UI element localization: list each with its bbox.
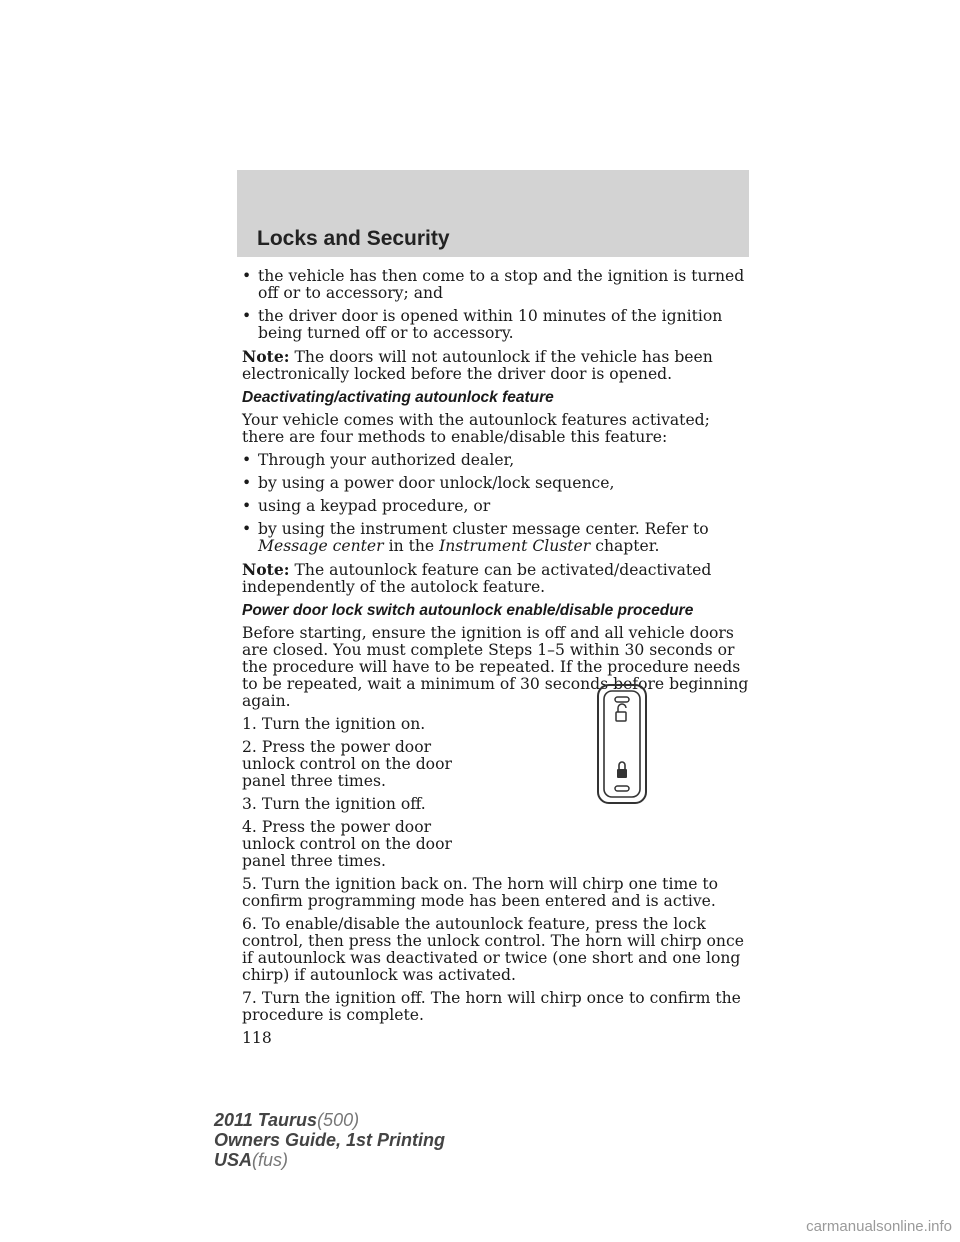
footer-line: Owners Guide, 1st Printing bbox=[214, 1130, 446, 1150]
door-lock-switch-illustration bbox=[596, 682, 648, 806]
section-title: Locks and Security bbox=[257, 227, 450, 250]
bullet-dot: • bbox=[242, 497, 252, 515]
note-label: Note: bbox=[242, 560, 290, 579]
procedure-step: 5. Turn the ignition back on. The horn will chirp one time to confirm programming mode has been entered and is active. bbox=[242, 875, 719, 910]
note-paragraph bbox=[242, 348, 752, 383]
procedure-step: 3. Turn the ignition off. bbox=[242, 795, 426, 813]
bullet-item: • the vehicle has then come to a stop and the ignition is turned off or to accessory; and bbox=[242, 267, 745, 302]
bullet-dot: • bbox=[242, 267, 252, 285]
section-header-band bbox=[237, 170, 749, 257]
document-footer bbox=[214, 1110, 445, 1170]
procedure-step: 1. Turn the ignition on. bbox=[242, 715, 426, 733]
intro-paragraph: Your vehicle comes with the autounlock features activated; there are four methods to enable/disable this feature: bbox=[242, 411, 710, 446]
bullet-dot: • bbox=[242, 474, 252, 492]
procedure-step: 7. Turn the ignition off. The horn will chirp once to confirm the procedure is complete. bbox=[242, 989, 741, 1024]
note-text: The doors will not autounlock if the vehicle has been electronically locked before the driver door is opened. bbox=[242, 348, 713, 383]
footer-line: 2011 Taurus(500) bbox=[214, 1110, 360, 1130]
bullet-item: • Through your authorized dealer, bbox=[242, 451, 515, 469]
subsection-heading: Deactivating/activating autounlock feature bbox=[242, 389, 554, 406]
bullet-dot: • bbox=[242, 520, 252, 538]
subsection-heading: Power door lock switch autounlock enable/disable procedure bbox=[242, 602, 694, 619]
page-number: 118 bbox=[242, 1029, 272, 1047]
intro-paragraph: Before starting, ensure the ignition is off and all vehicle doors are closed. You must complete Steps 1–5 within 30 seconds or the procedure will have to be repeated. If the procedure needs to be repeated, wait a minimum of 30 seconds before beginning again. bbox=[242, 624, 749, 710]
cross-reference: Message center bbox=[258, 537, 384, 555]
procedure-step: 4. Press the power door unlock control on the door panel three times. bbox=[242, 818, 452, 870]
lock-icon bbox=[617, 762, 627, 778]
note-text: The autounlock feature can be activated/deactivated independently of the autolock feature. bbox=[242, 561, 712, 596]
bullet-dot: • bbox=[242, 307, 252, 325]
note-label: Note: bbox=[242, 347, 290, 366]
bullet-item: • the driver door is opened within 10 minutes of the ignition being turned off or to accessory. bbox=[242, 307, 723, 342]
unlock-icon bbox=[616, 704, 626, 721]
note-paragraph bbox=[242, 561, 752, 596]
bullet-item: • by using the instrument cluster message center. Refer to Message center in the Instrument Cluster chapter. bbox=[242, 520, 709, 555]
bullet-item: • by using a power door unlock/lock sequence, bbox=[242, 474, 615, 492]
bullet-dot: • bbox=[242, 451, 252, 469]
bullet-item: • using a keypad procedure, or bbox=[242, 497, 491, 515]
watermark[interactable]: carmanualsonline.info bbox=[806, 1218, 952, 1235]
procedure-step: 2. Press the power door unlock control on the door panel three times. bbox=[242, 738, 452, 790]
page-content bbox=[242, 268, 752, 1047]
procedure-step: 6. To enable/disable the autounlock feature, press the lock control, then press the unlock control. The horn will chirp once if autounlock was deactivated or twice (one short and one long chirp) if autounlock was activated. bbox=[242, 915, 744, 984]
cross-reference: Instrument Cluster bbox=[439, 537, 591, 555]
footer-line: USA(fus) bbox=[214, 1150, 289, 1170]
